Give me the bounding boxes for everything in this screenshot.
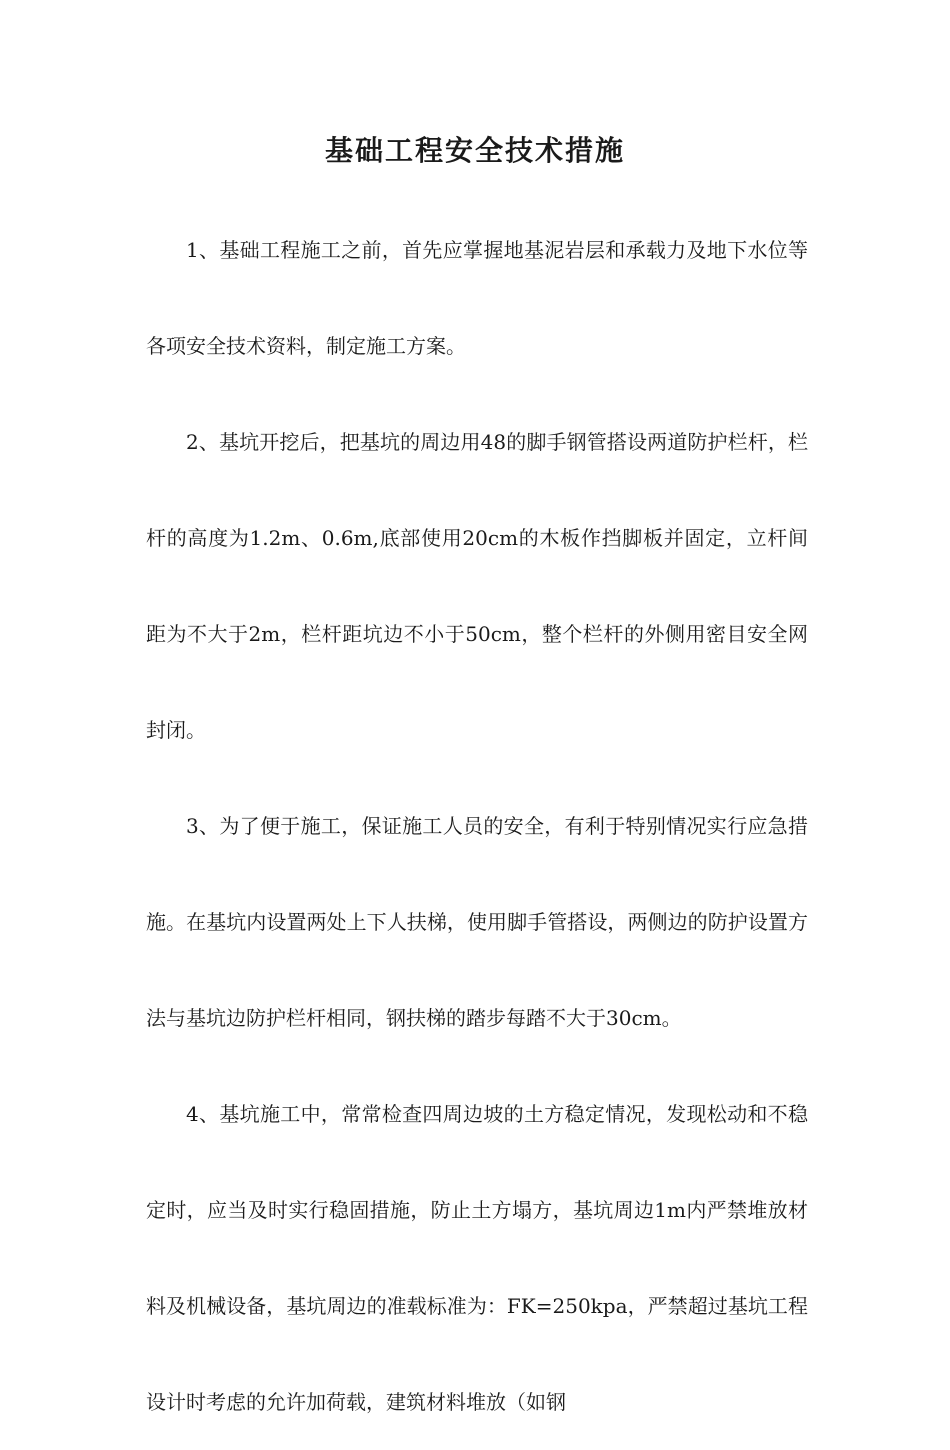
paragraph-4: 4、基坑施工中，常常检查四周边坡的土方稳定情况，发现松动和不稳定时，应当及时实行稳固措施，防止土方塌方，基坑周边1m内严禁堆放材料及机械设备，基坑周边的准载标准为：FK=250kpa，严禁超过基坑工程设计时考虑的允许加荷载，建筑材料堆放（如钢 [146,1102,808,1414]
paragraph-3: 3、为了便于施工，保证施工人员的安全，有利于特别情况实行应急措施。在基坑内设置两处上下人扶梯，使用脚手管搭设，两侧边的防护设置方法与基坑边防护栏杆相同，钢扶梯的踏步每踏不大于30cm。 [146,814,808,1030]
paragraph-2: 2、基坑开挖后，把基坑的周边用48的脚手钢管搭设两道防护栏杆，栏杆的高度为1.2m、0.6m,底部使用20cm的木板作挡脚板并固定，立杆间距为不大于2m，栏杆距坑边不小于50cm，整个栏杆的外侧用密目安全网封闭。 [146,430,808,742]
paragraph-1: 1、基础工程施工之前，首先应掌握地基泥岩层和承载力及地下水位等各项安全技术资料，制定施工方案。 [146,238,808,358]
document-body [146,202,808,1450]
document-title: 基础工程安全技术措施 [324,134,625,167]
